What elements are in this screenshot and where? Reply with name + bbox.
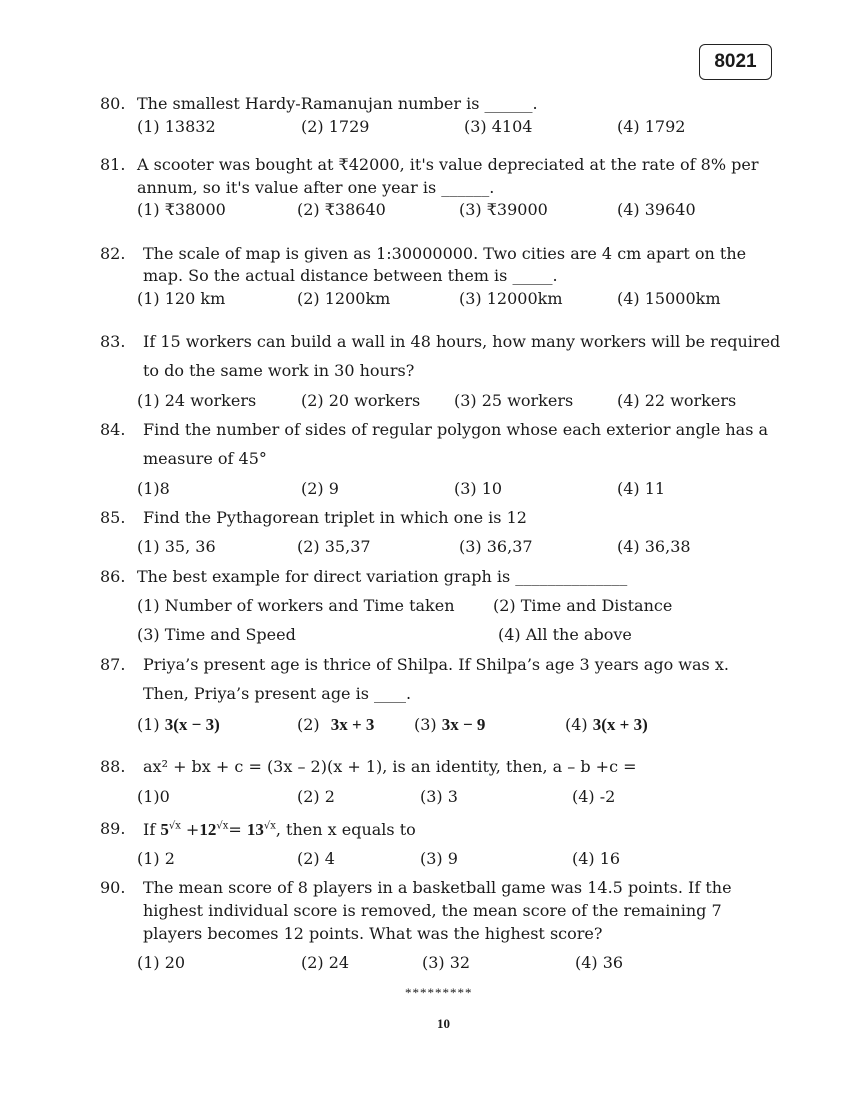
question-text: The mean score of 8 players in a basketball game was 14.5 points. If the	[143, 878, 732, 897]
option: (4) 36	[575, 953, 624, 972]
option: (1) 120 km	[137, 289, 226, 308]
option: (1) 2	[137, 849, 175, 868]
option: (3) 12000km	[459, 289, 563, 308]
question-text: highest individual score is removed, the mean score of the remaining 7	[143, 901, 722, 920]
option: (4) 22 workers	[617, 391, 737, 410]
option: (4) -2	[572, 787, 616, 806]
option: (3) 25 workers	[454, 391, 574, 410]
option: (3) 32	[422, 953, 471, 972]
option: (4) 39640	[617, 200, 696, 219]
question-text: measure of 45°	[143, 449, 267, 468]
question-number: 90.	[100, 878, 126, 897]
question-number: 85.	[100, 508, 126, 527]
option: (4) All the above	[498, 625, 632, 644]
option: (2) 20 workers	[301, 391, 421, 410]
option: (3) 3	[420, 787, 458, 806]
option: (1) 13832	[137, 117, 216, 136]
option: (2) 9	[301, 479, 339, 498]
question-text: map. So the actual distance between them is _____.	[143, 266, 558, 285]
option: (4) 3(x + 3)	[565, 715, 648, 734]
option: (3) 36,37	[459, 537, 533, 556]
option: (3) 3x − 9	[414, 715, 486, 734]
paper-code-box: 8021	[699, 44, 772, 80]
option: (4) 1792	[617, 117, 686, 136]
question-text: Priya’s present age is thrice of Shilpa. If Shilpa’s age 3 years ago was x.	[143, 655, 729, 674]
question-number: 84.	[100, 420, 126, 439]
question-text: to do the same work in 30 hours?	[143, 361, 415, 380]
question-text: Find the Pythagorean triplet in which one is 12	[143, 508, 527, 527]
option: (2) ₹38640	[297, 200, 386, 219]
question-number: 87.	[100, 655, 126, 674]
option: (1) Number of workers and Time taken	[137, 596, 455, 615]
option: (3) 4104	[464, 117, 533, 136]
option: (3) 10	[454, 479, 503, 498]
question-text: If 15 workers can build a wall in 48 hours, how many workers will be required	[143, 332, 781, 351]
option: (2) 24	[301, 953, 350, 972]
question-text: The smallest Hardy-Ramanujan number is ______.	[137, 94, 538, 113]
question-text: Find the number of sides of regular polygon whose each exterior angle has a	[143, 420, 769, 439]
option: (1) ₹38000	[137, 200, 226, 219]
option: (1)8	[137, 479, 170, 498]
option: (1) 35, 36	[137, 537, 216, 556]
question-number: 81.	[100, 155, 126, 174]
option: (2) 1729	[301, 117, 370, 136]
question-text: The best example for direct variation graph is ______________	[137, 567, 628, 586]
option: (2) 2	[297, 787, 335, 806]
question-number: 88.	[100, 757, 126, 776]
option: (1) 20	[137, 953, 186, 972]
option: (2) Time and Distance	[493, 596, 673, 615]
question-number: 89.	[100, 819, 126, 838]
question-number: 82.	[100, 244, 126, 263]
option: (4) 15000km	[617, 289, 721, 308]
option: (1) 24 workers	[137, 391, 257, 410]
question-text: If $5^{√x} +12^{√x}= 13^{√x}$, then x equals to	[143, 820, 416, 839]
option: (4) 16	[572, 849, 621, 868]
option: (1) 3(x − 3)	[137, 715, 220, 734]
option: (3) ₹39000	[459, 200, 548, 219]
option: (2) 1200km	[297, 289, 391, 308]
question-text: The scale of map is given as 1:30000000. Two cities are 4 cm apart on the	[143, 244, 747, 263]
option: (4) 11	[617, 479, 666, 498]
question-number: 83.	[100, 332, 126, 351]
question-text: A scooter was bought at ₹42000, it's value depreciated at the rate of 8% per	[137, 155, 759, 174]
page-number: 10	[437, 1016, 450, 1031]
question-text: Then, Priya’s present age is ____.	[143, 684, 412, 703]
option: (3) 9	[420, 849, 458, 868]
question-text: players becomes 12 points. What was the highest score?	[143, 924, 603, 943]
option: (2) 3x + 3	[297, 715, 375, 734]
option: (1)0	[137, 787, 170, 806]
end-separator: *********	[405, 985, 473, 1000]
option: (4) 36,38	[617, 537, 691, 556]
option: (3) Time and Speed	[137, 625, 296, 644]
question-text: annum, so it's value after one year is ______.	[137, 178, 495, 197]
question-number: 80.	[100, 94, 126, 113]
question-text: ax² + bx + c = (3x – 2)(x + 1), is an identity, then, a – b +c =	[143, 757, 637, 776]
question-number: 86.	[100, 567, 126, 586]
option: (2) 35,37	[297, 537, 371, 556]
option: (2) 4	[297, 849, 335, 868]
